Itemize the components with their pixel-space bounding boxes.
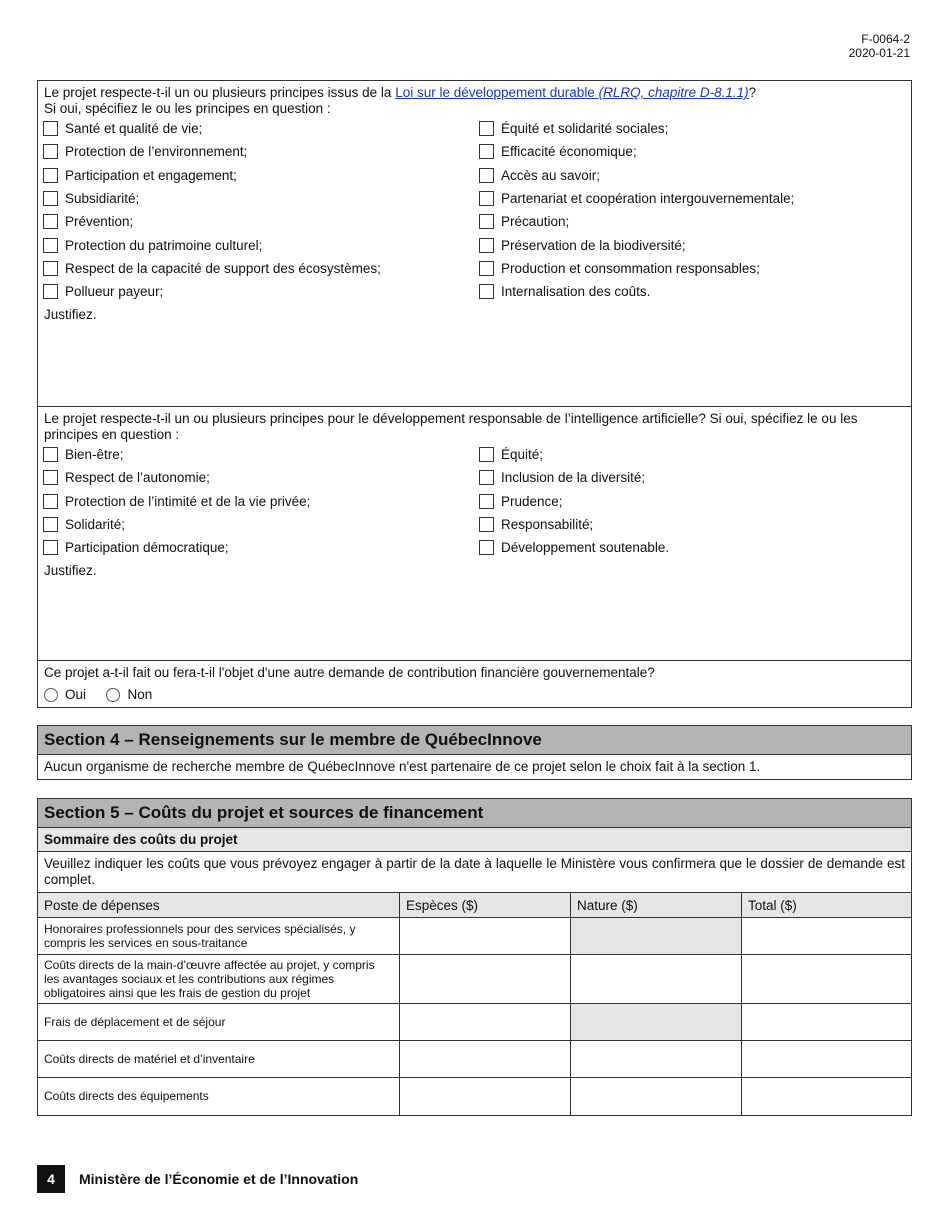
section4-box <box>37 725 912 780</box>
dd-checkbox[interactable] <box>479 284 494 299</box>
dd-option-label: Respect de la capacité de support des écosystèmes; <box>65 260 381 276</box>
especes-input[interactable] <box>400 955 571 1004</box>
form-date: 2020-01-21 <box>848 46 910 60</box>
table-row <box>38 1078 911 1115</box>
page-number: 4 <box>37 1165 65 1193</box>
dd-option[interactable] <box>43 140 479 163</box>
ia-checkbox[interactable] <box>479 540 494 555</box>
dd-option[interactable] <box>479 117 909 140</box>
dd-checkbox[interactable] <box>479 238 494 253</box>
ia-option[interactable] <box>43 513 479 536</box>
dd-option[interactable] <box>43 257 479 280</box>
nature-input <box>571 1004 742 1041</box>
dd-option-label: Protection du patrimoine culturel; <box>65 237 263 253</box>
ia-option-label: Inclusion de la diversité; <box>501 470 646 486</box>
dd-checkbox[interactable] <box>479 261 494 276</box>
gov-section <box>38 660 911 707</box>
dd-option-label: Partenariat et coopération intergouvernementale; <box>501 191 795 207</box>
ia-checkbox[interactable] <box>479 447 494 462</box>
dd-justify-field[interactable] <box>38 326 911 396</box>
section4-title: Section 4 – Renseignements sur le membre de QuébecInnove <box>38 726 911 755</box>
ia-checkbox[interactable] <box>43 517 58 532</box>
dd-option-label: Précaution; <box>501 214 570 230</box>
law-link[interactable]: Loi sur le développement durable (RLRQ, chapitre D-8.1.1) <box>395 85 749 100</box>
dd-option[interactable] <box>479 187 909 210</box>
dd-option-label: Internalisation des coûts. <box>501 284 651 300</box>
dd-option-label: Accès au savoir; <box>501 167 601 183</box>
form-reference <box>849 32 910 60</box>
dd-option[interactable] <box>43 164 479 187</box>
col-especes: Espèces ($) <box>400 893 571 918</box>
ministry-name: Ministère de l’Économie et de l’Innovation <box>79 1171 359 1187</box>
radio-oui-circle[interactable] <box>44 688 58 702</box>
dd-justify-label: Justifiez. <box>44 307 97 323</box>
radio-oui[interactable]: Oui <box>44 687 86 702</box>
dd-option-label: Efficacité économique; <box>501 144 637 160</box>
dd-option-label: Préservation de la biodiversité; <box>501 237 686 253</box>
dd-checkbox[interactable] <box>479 214 494 229</box>
dd-option-label: Pollueur payeur; <box>65 284 164 300</box>
dd-option[interactable] <box>43 280 479 303</box>
ia-option-label: Participation démocratique; <box>65 540 229 556</box>
table-row <box>38 918 911 955</box>
dd-option[interactable] <box>479 280 909 303</box>
ia-option-label: Responsabilité; <box>501 517 594 533</box>
expense-label: Honoraires professionnels pour des services spécialisés, y compris les services en sous-traitance <box>38 918 400 955</box>
especes-input[interactable] <box>400 918 571 955</box>
dd-option-label: Production et consommation responsables; <box>501 260 760 276</box>
dd-option[interactable] <box>479 257 909 280</box>
dd-option-label: Subsidiarité; <box>65 191 140 207</box>
section5-title: Section 5 – Coûts du projet et sources de financement <box>38 799 911 828</box>
dd-question: Le projet respecte-t-il un ou plusieurs principes issus de la Loi sur le développement durable (RLRQ, chapitre D-8.1.1)? Si oui, spécifiez le ou les principes en question : <box>44 85 757 116</box>
dd-checkbox-grid <box>38 117 911 303</box>
ia-checkbox[interactable] <box>479 470 494 485</box>
expense-label: Coûts directs des équipements <box>38 1078 400 1115</box>
dd-checkbox[interactable] <box>479 121 494 136</box>
ia-checkbox[interactable] <box>43 447 58 462</box>
cost-table-header <box>38 893 911 918</box>
dd-option[interactable] <box>43 233 479 256</box>
table-row <box>38 1041 911 1078</box>
dd-option[interactable] <box>479 140 909 163</box>
ia-option[interactable] <box>479 443 909 466</box>
ia-option[interactable] <box>43 536 479 559</box>
expense-label: Coûts directs de matériel et d’inventaire <box>38 1041 400 1078</box>
total-input[interactable] <box>742 1041 912 1078</box>
section5-intro: Veuillez indiquer les coûts que vous prévoyez engager à partir de la date à laquelle le Ministère vous confirmera que le dossier de demande est complet. <box>44 856 905 887</box>
col-total: Total ($) <box>742 893 912 918</box>
gov-radios <box>38 681 911 707</box>
ia-option[interactable] <box>479 490 909 513</box>
dd-option-label: Équité et solidarité sociales; <box>501 121 669 137</box>
dd-option-label: Prévention; <box>65 214 134 230</box>
ia-option-label: Respect de l’autonomie; <box>65 470 210 486</box>
dd-checkbox[interactable] <box>43 121 58 136</box>
cost-table <box>38 892 911 1115</box>
col-poste: Poste de dépenses <box>38 893 400 918</box>
ia-option[interactable] <box>479 466 909 489</box>
ia-option[interactable] <box>479 536 909 559</box>
ia-option-label: Protection de l’intimité et de la vie privée; <box>65 493 311 509</box>
col-nature: Nature ($) <box>571 893 742 918</box>
gov-question: Ce projet a-t-il fait ou fera-t-il l'objet d'une autre demande de contribution financière gouvernementale? <box>44 665 655 680</box>
dd-option[interactable] <box>43 187 479 210</box>
ia-option-label: Développement soutenable. <box>501 540 670 556</box>
total-input[interactable] <box>742 1078 912 1115</box>
total-input[interactable] <box>742 1004 912 1041</box>
radio-non[interactable]: Non <box>106 687 152 702</box>
dd-checkbox[interactable] <box>43 238 58 253</box>
ia-option[interactable] <box>479 513 909 536</box>
especes-input[interactable] <box>400 1078 571 1115</box>
ia-checkbox[interactable] <box>479 517 494 532</box>
dd-checkbox[interactable] <box>43 191 58 206</box>
dd-option-label: Participation et engagement; <box>65 167 237 183</box>
dd-option[interactable] <box>479 164 909 187</box>
dd-checkbox[interactable] <box>43 168 58 183</box>
ia-checkbox[interactable] <box>43 470 58 485</box>
ia-checkbox-grid <box>38 443 911 559</box>
section4-text: Aucun organisme de recherche membre de QuébecInnove n'est partenaire de ce projet selon le choix fait à la section 1. <box>44 759 761 774</box>
page-footer <box>37 1165 358 1193</box>
section5-box <box>37 798 912 1116</box>
expense-label: Frais de déplacement et de séjour <box>38 1004 400 1041</box>
ia-question: Le projet respecte-t-il un ou plusieurs principes pour le développement responsable de l’intelligence artificielle? Si oui, spécifiez le ou les principes en question : <box>44 411 858 442</box>
dd-section <box>38 81 911 406</box>
dd-checkbox[interactable] <box>479 191 494 206</box>
nature-input[interactable] <box>571 1041 742 1078</box>
dd-option-label: Protection de l’environnement; <box>65 144 248 160</box>
dd-option-label: Santé et qualité de vie; <box>65 121 203 137</box>
ia-checkbox[interactable] <box>43 494 58 509</box>
nature-input[interactable] <box>571 955 742 1004</box>
radio-non-circle[interactable] <box>106 688 120 702</box>
dd-subtitle: Si oui, spécifiez le ou les principes en question : <box>44 101 331 116</box>
ia-option-label: Prudence; <box>501 493 563 509</box>
nature-input[interactable] <box>571 1078 742 1115</box>
ia-option-label: Équité; <box>501 447 544 463</box>
dd-checkbox[interactable] <box>43 261 58 276</box>
ia-option-label: Bien-être; <box>65 447 124 463</box>
dd-option[interactable] <box>479 233 909 256</box>
section5-subtitle: Sommaire des coûts du projet <box>38 828 911 852</box>
form-code: F-0064-2 <box>861 32 910 46</box>
nature-input <box>571 918 742 955</box>
especes-input[interactable] <box>400 1004 571 1041</box>
dd-checkbox[interactable] <box>479 168 494 183</box>
especes-input[interactable] <box>400 1041 571 1078</box>
ia-checkbox[interactable] <box>479 494 494 509</box>
ia-justify-label: Justifiez. <box>44 563 97 579</box>
principles-box <box>37 80 912 708</box>
total-input[interactable] <box>742 955 912 1004</box>
dd-checkbox[interactable] <box>43 214 58 229</box>
ia-option[interactable] <box>43 466 479 489</box>
dd-checkbox[interactable] <box>43 284 58 299</box>
total-input[interactable] <box>742 918 912 955</box>
ia-option[interactable] <box>43 443 479 466</box>
dd-option[interactable] <box>479 210 909 233</box>
ia-section <box>38 406 911 660</box>
ia-justify-field[interactable] <box>38 582 911 652</box>
table-row <box>38 1004 911 1041</box>
expense-label: Coûts directs de la main-d’œuvre affectée au projet, y compris les avantages sociaux et les contributions aux régimes obligatoires ainsi que les frais de gestion du projet <box>38 955 400 1004</box>
dd-checkbox[interactable] <box>43 144 58 159</box>
dd-checkbox[interactable] <box>479 144 494 159</box>
ia-option-label: Solidarité; <box>65 517 126 533</box>
dd-option[interactable] <box>43 210 479 233</box>
ia-option[interactable] <box>43 490 479 513</box>
table-row <box>38 955 911 1004</box>
dd-option[interactable] <box>43 117 479 140</box>
ia-checkbox[interactable] <box>43 540 58 555</box>
